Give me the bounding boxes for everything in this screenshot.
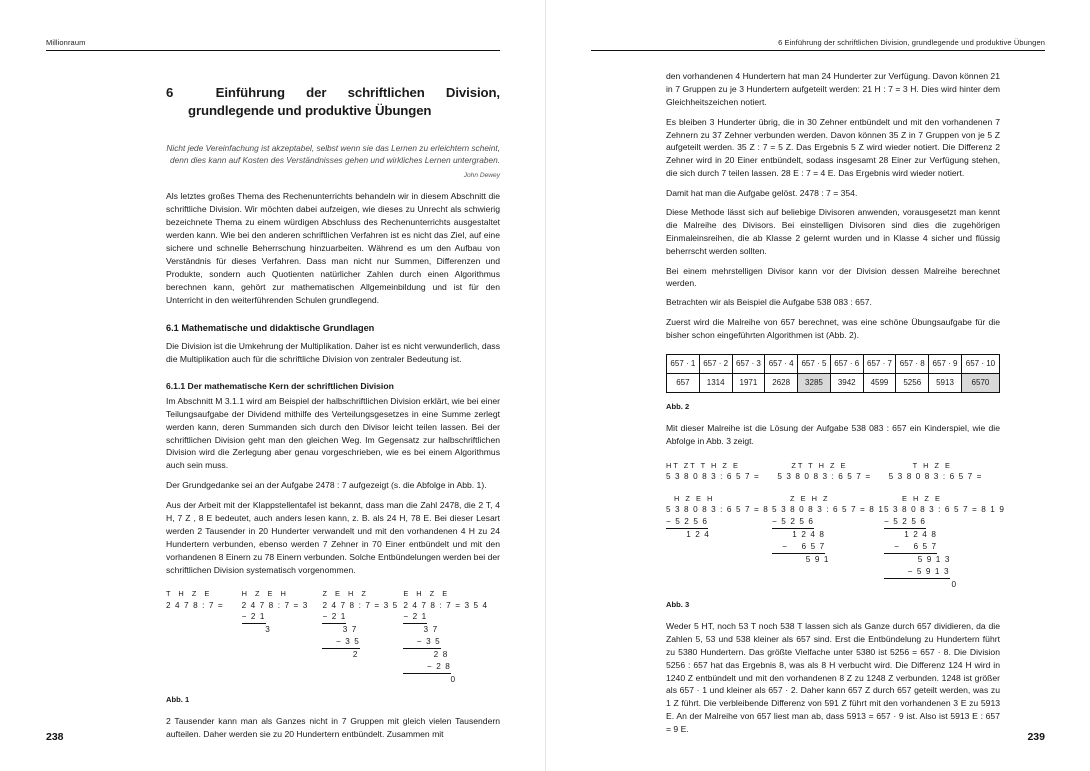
right-paragraph-5: Bei einem mehrstelligen Divisor kann vor der Division dessen Malreihe berechnet werden. <box>666 265 1000 289</box>
fig3-r2-block-1-line-3: 1 2 4 <box>666 530 710 540</box>
figure-1-caption: Abb. 1 <box>166 694 190 704</box>
fig3-r1-block-1-line-1: 5 3 8 0 8 3 : 6 5 7 = <box>666 472 760 482</box>
right-paragraph-3: Damit hat man die Aufgabe gelöst. 2478 : 7 = 354. <box>666 188 858 199</box>
left-text-column <box>166 70 500 741</box>
table-header-cell: 657 · 4 <box>765 355 798 374</box>
table-cell: 1971 <box>732 374 765 393</box>
right-paragraph-6: Betrachten wir als Beispiel die Aufgabe 538 083 : 657. <box>666 297 872 308</box>
fig1-block-3-line-1: 2 4 7 8 : 7 = 3 5 <box>322 600 399 610</box>
table-header-row <box>667 355 1000 374</box>
fig1-block-3-line-4: − 3 5 <box>322 636 359 649</box>
left-folio: 238 <box>46 731 64 743</box>
intro-paragraph: Als letztes großes Thema des Rechenunterrichts behandeln wir in diesem Abschnitt die schriftliche Division. Wir möchten dabei aufzeigen, wie dieses zu Unrecht als schwierig bezeichnete Thema zu einem würdigen Abschluss des Rechenunterrichts ausgestaltet werden kann. Wie bei den anderen schriftlichen Verfahren ist es nicht das Ziel, auf eine sichere und schnelle Beherrschung hinzuarbeiten. Während es um den Aufbau von Verständnis für dieses Verfahren. Dass man nicht nur Summen, Differenzen und Produkte, sondern auch Quotienten natürlicher Zahlen durch einen Algorithmus berechnen kann, gehört zur mathematischen Allgemeinbildung und ist für den Unterricht in den weiterführenden Schulen grundlegend. <box>166 191 500 305</box>
section-6-1-paragraph: Die Division ist die Umkehrung der Multiplikation. Daher ist es nicht verwunderlich, dass die Multiplikation auch für die schriftliche Division von zentraler Bedeutung ist. <box>166 341 500 365</box>
fig3-r2-block-3-line-5: 5 9 1 3 <box>884 554 951 564</box>
table-cell: 3942 <box>830 374 863 393</box>
fig3-r1-block-3-line-1: 5 3 8 0 8 3 : 6 5 7 = <box>888 472 983 482</box>
malreihe-table <box>666 354 1000 393</box>
figure-2-caption: Abb. 2 <box>666 402 690 412</box>
paragraph-3: Aus der Arbeit mit der Klappstellentafel ist bekannt, dass man die Zahl 2478, die 2 T, 4 H, 7 Z , 8 E bedeutet, auch anders lesen kann, z. B. als 24 H, 78 E. Bei dieser Lesart werden 2 Tausender in 20 Hunderter verwandelt und mit den vorhandenen 4 H zu 24 Hundertern verbunden, ebenso werden 7 Zehner in 70 Einer entbündelt und mit den vorhandenen 8 Einern zu 78 Einern verbunden. Solche Entbündelungen werden bei der schriftlichen Division systematisch vorgenommen. <box>166 500 500 575</box>
table-header-cell: 657 · 7 <box>863 355 896 374</box>
table-cell: 5256 <box>896 374 929 393</box>
fig3-r1-block-2 <box>777 460 888 483</box>
figure-3-row-1 <box>666 460 1000 483</box>
table-cell: 4599 <box>863 374 896 393</box>
fig1-block-2-line-1: 2 4 7 8 : 7 = 3 <box>241 600 309 610</box>
fig3-r1-block-2-line-1: 5 3 8 0 8 3 : 6 5 7 = <box>777 472 872 482</box>
table-cell: 1314 <box>699 374 732 393</box>
fig3-r2-block-3-header: E H Z E <box>902 494 942 504</box>
fig1-block-4-line-5: 2 8 <box>403 650 449 660</box>
fig3-r2-block-3-line-4: − 6 5 7 <box>884 541 937 554</box>
fig1-block-3-header: Z E H Z <box>322 589 369 599</box>
table-header-cell: 657 · 9 <box>929 355 962 374</box>
fig3-r1-block-3 <box>889 460 1000 483</box>
fig1-block-4-line-4: − 3 5 <box>403 636 440 649</box>
table-cell: 2628 <box>765 374 798 393</box>
fig3-r2-block-2 <box>772 493 884 590</box>
fig1-block-2-line-3: 3 <box>241 625 271 635</box>
fig3-r2-block-1-line-2: − 5 2 5 6 <box>666 516 708 529</box>
figure-3-caption: Abb. 3 <box>666 599 690 609</box>
epigraph-attribution: John Dewey <box>463 171 500 179</box>
fig3-r2-block-2-line-1: 5 3 8 0 8 3 : 6 5 7 = 8 1 <box>772 505 884 515</box>
right-running-head: 6 Einführung der schriftlichen Division, grundlegende und produktive Übungen <box>778 38 1045 47</box>
right-paragraph-4: Diese Methode lässt sich auf beliebige Divisoren anwenden, vorausgesetzt man kennt die Malreihe des Divisors. Bei einstelligen Divisoren sind dies die zugehörigen Einmaleinsreihen, die ab Klasse 2 gelernt wurden und in Klasse 4 sicher und flüssig beherrscht werden sollten. <box>666 207 1000 256</box>
table-header-cell: 657 · 1 <box>667 355 700 374</box>
fig1-block-3-line-2: − 2 1 <box>322 611 346 624</box>
fig1-block-3-line-5: 2 <box>322 650 359 660</box>
right-paragraph-7: Zuerst wird die Malreihe von 657 berechnet, was eine schöne Übungsaufgabe für die bisher schon eingeführten Algorithmen ist (Abb. 2). <box>666 317 1000 341</box>
fig3-r2-block-3-line-2: − 5 2 5 6 <box>884 516 926 529</box>
fig3-r2-block-3-line-7: 0 <box>884 579 958 589</box>
fig1-block-4 <box>403 588 500 685</box>
right-paragraph-2: Es bleiben 3 Hunderter übrig, die in 30 Zehner entbündelt und mit den vorhandenen 7 Zehnern zu 37 Zehner verbunden werden. Davon können 35 Z in 7 Gruppen von je 5 Z aufgeteilt werden. 35 Z : 7 = 5 Z. Das Ergebnis 5 Z wird wieder notiert. Die Differenz 2 Zehner wird in 20 Einer entbündelt, sodass insgesamt 28 Einer zur Verfügung stehen, die sich durch 7 teilen lassen. 28 E : 7 = 4 E. Das Ergebnis wird wieder notiert. <box>666 116 1000 179</box>
table-header-cell: 657 · 5 <box>798 355 831 374</box>
right-text-column <box>666 70 1005 736</box>
section-6-1-heading: 6.1 Mathematische und didaktische Grundlagen <box>166 323 375 334</box>
fig3-r2-block-1 <box>666 493 772 590</box>
fig1-block-2-line-2: − 2 1 <box>242 611 266 624</box>
chapter-title: Einführung der schriftlichen Division, grundlegende und produktive Übungen <box>188 85 500 118</box>
paragraph-2: Der Grundgedanke sei an der Aufgabe 2478 : 7 aufgezeigt (s. die Abfolge in Abb. 1). <box>166 480 487 491</box>
table-value-row <box>667 374 1000 393</box>
table-cell: 5913 <box>929 374 962 393</box>
figure-1-row <box>166 588 500 685</box>
fig3-r2-block-3-line-6: − 5 9 1 3 <box>884 566 950 579</box>
fig3-r2-block-2-line-2: − 5 2 5 6 <box>772 516 814 529</box>
fig1-block-1-line-1: 2 4 7 8 : 7 = <box>166 600 224 610</box>
fig3-r2-block-3-line-1: 5 3 8 0 8 3 : 6 5 7 = 8 1 9 <box>884 505 1005 515</box>
fig1-block-4-line-2: − 2 1 <box>403 611 427 624</box>
table-header-cell: 657 · 3 <box>732 355 765 374</box>
fig3-r2-block-1-line-1: 5 3 8 0 8 3 : 6 5 7 = 8 <box>666 505 769 515</box>
fig3-r1-block-3-header: T H Z E <box>912 461 952 471</box>
fig3-r1-block-2-header: ZT T H Z E <box>791 461 848 471</box>
table-header-cell: 657 · 6 <box>830 355 863 374</box>
table-cell-highlighted: 6570 <box>961 374 999 393</box>
fig3-r2-block-3-line-3: 1 2 4 8 <box>884 530 937 540</box>
right-page <box>545 0 1090 771</box>
fig1-block-1 <box>166 588 242 685</box>
fig3-r2-block-2-header: Z E H Z <box>790 494 830 504</box>
table-header-cell: 657 · 8 <box>896 355 929 374</box>
right-paragraph-8: Mit dieser Malreihe ist die Lösung der Aufgabe 538 083 : 657 ein Kinderspiel, wie die Abfolge in Abb. 3 zeigt. <box>666 423 1000 447</box>
fig3-r2-block-2-line-3: 1 2 4 8 <box>772 530 826 540</box>
fig3-r2-block-2-line-5: 5 9 1 <box>772 554 830 564</box>
fig1-block-4-header: E H Z E <box>403 589 451 599</box>
fig1-block-4-line-1: 2 4 7 8 : 7 = 3 5 4 <box>403 600 489 610</box>
fig3-r2-block-1-header: H Z E H <box>674 494 715 504</box>
fig1-block-3 <box>322 588 403 685</box>
fig1-block-1-header: T H Z E <box>166 589 213 599</box>
fig1-block-4-line-6: − 2 8 <box>403 661 451 674</box>
fig1-block-4-line-3: 3 7 <box>403 625 439 635</box>
right-paragraph-1: den vorhandenen 4 Hundertern hat man 24 Hunderter zur Verfügung. Davon können 21 in 7 Gruppen zu je 3 Hundertern aufgeteilt werden: 21 H : 7 = 3 H. Dies wird hinter dem Gleichheitszeichen notiert. <box>666 71 1000 107</box>
epigraph-text: Nicht jede Vereinfachung ist akzeptabel, selbst wenn sie das Lernen zu erleichtern scheint, denn dies kann auf Kosten des Verständnisses gehen und wirkliches Lernen untergraben. <box>166 142 500 166</box>
fig3-r1-block-1 <box>666 460 777 483</box>
right-folio: 239 <box>1027 731 1045 743</box>
table-cell-highlighted: 3285 <box>798 374 831 393</box>
chapter-number: 6 <box>166 85 174 100</box>
figure-1 <box>166 588 500 705</box>
fig1-block-2-header: H Z E H <box>241 589 289 599</box>
fig1-block-2 <box>242 588 323 685</box>
fig1-block-3-line-3: 3 7 <box>322 625 358 635</box>
fig3-r2-block-3 <box>884 493 1005 590</box>
fig3-r2-block-2-line-4: − 6 5 7 <box>772 541 825 554</box>
chapter-heading <box>166 84 500 120</box>
paragraph-after-figure-1: 2 Tausender kann man als Ganzes nicht in 7 Gruppen mit gleich vielen Tausendern aufteilen. Daher werden sie zu 20 Hundertern entbündelt. Zusammen mit <box>166 716 500 740</box>
left-header-rule <box>46 50 500 51</box>
figure-3 <box>666 460 1005 610</box>
epigraph <box>166 142 500 181</box>
right-header-rule <box>591 50 1045 51</box>
table-cell: 657 <box>667 374 700 393</box>
left-running-head: Millionraum <box>46 38 86 47</box>
right-final-paragraph: Weder 5 HT, noch 53 T noch 538 T lassen sich als Ganze durch 657 dividieren, da die Zahlen 5, 53 und 538 kleiner als 657 sind. Erst die Entbündelung zu Hundertern führt zu 5380 Hundertern. Das größte Vielfache unter 5380 ist 5256 = 657 · 8. Die Division 5256 : 657 hat das Ergebnis 8, was als 8 H verbucht wird. Die Differenz 124 H wird in 1240 Z entbündelt und mit den vorhandenen 8 Z zu 1248 Z verbunden. 1248 ist größer als 657 · 1 und kleiner als 657 · 2. Daher kann 657 Z durch 657 geteilt werden, was zu 1 Z führt. Die verbleibende Differenz von 591 Z führt mit den vorhandenen 3 E zu 5913 E. An der Malreihe von 657 liest man ab, dass 5913 = 657 · 9 ist. Also ist 5913 E : 657 = 9 E. <box>666 620 1000 735</box>
fig3-r1-block-1-header: HT ZT T H Z E <box>666 461 740 471</box>
section-6-1-1-heading: 6.1.1 Der mathematische Kern der schriftlichen Division <box>166 380 394 391</box>
table-header-cell: 657 · 2 <box>699 355 732 374</box>
paragraph-1: Im Abschnitt M 3.1.1 wird am Beispiel der halbschriftlichen Division erklärt, wie bei einer Teilungsaufgabe der Dividend mithilfe des Verteilungsgesetzes in eine Summe zerlegt werden kann, deren Summanden sich durch den Divisor leicht teilen lassen. Bei der schriftlichen Division geht man den gleichen Weg. Im Gegensatz zur halbschriftlichen Division wird die Zerlegung aber genau vorgeschrieben, wie es bei einem Algorithmus auch sein muss. <box>166 395 500 471</box>
fig1-block-4-line-7: 0 <box>403 674 457 684</box>
figure-3-row-2 <box>666 493 1005 590</box>
table-header-cell: 657 · 10 <box>961 355 999 374</box>
